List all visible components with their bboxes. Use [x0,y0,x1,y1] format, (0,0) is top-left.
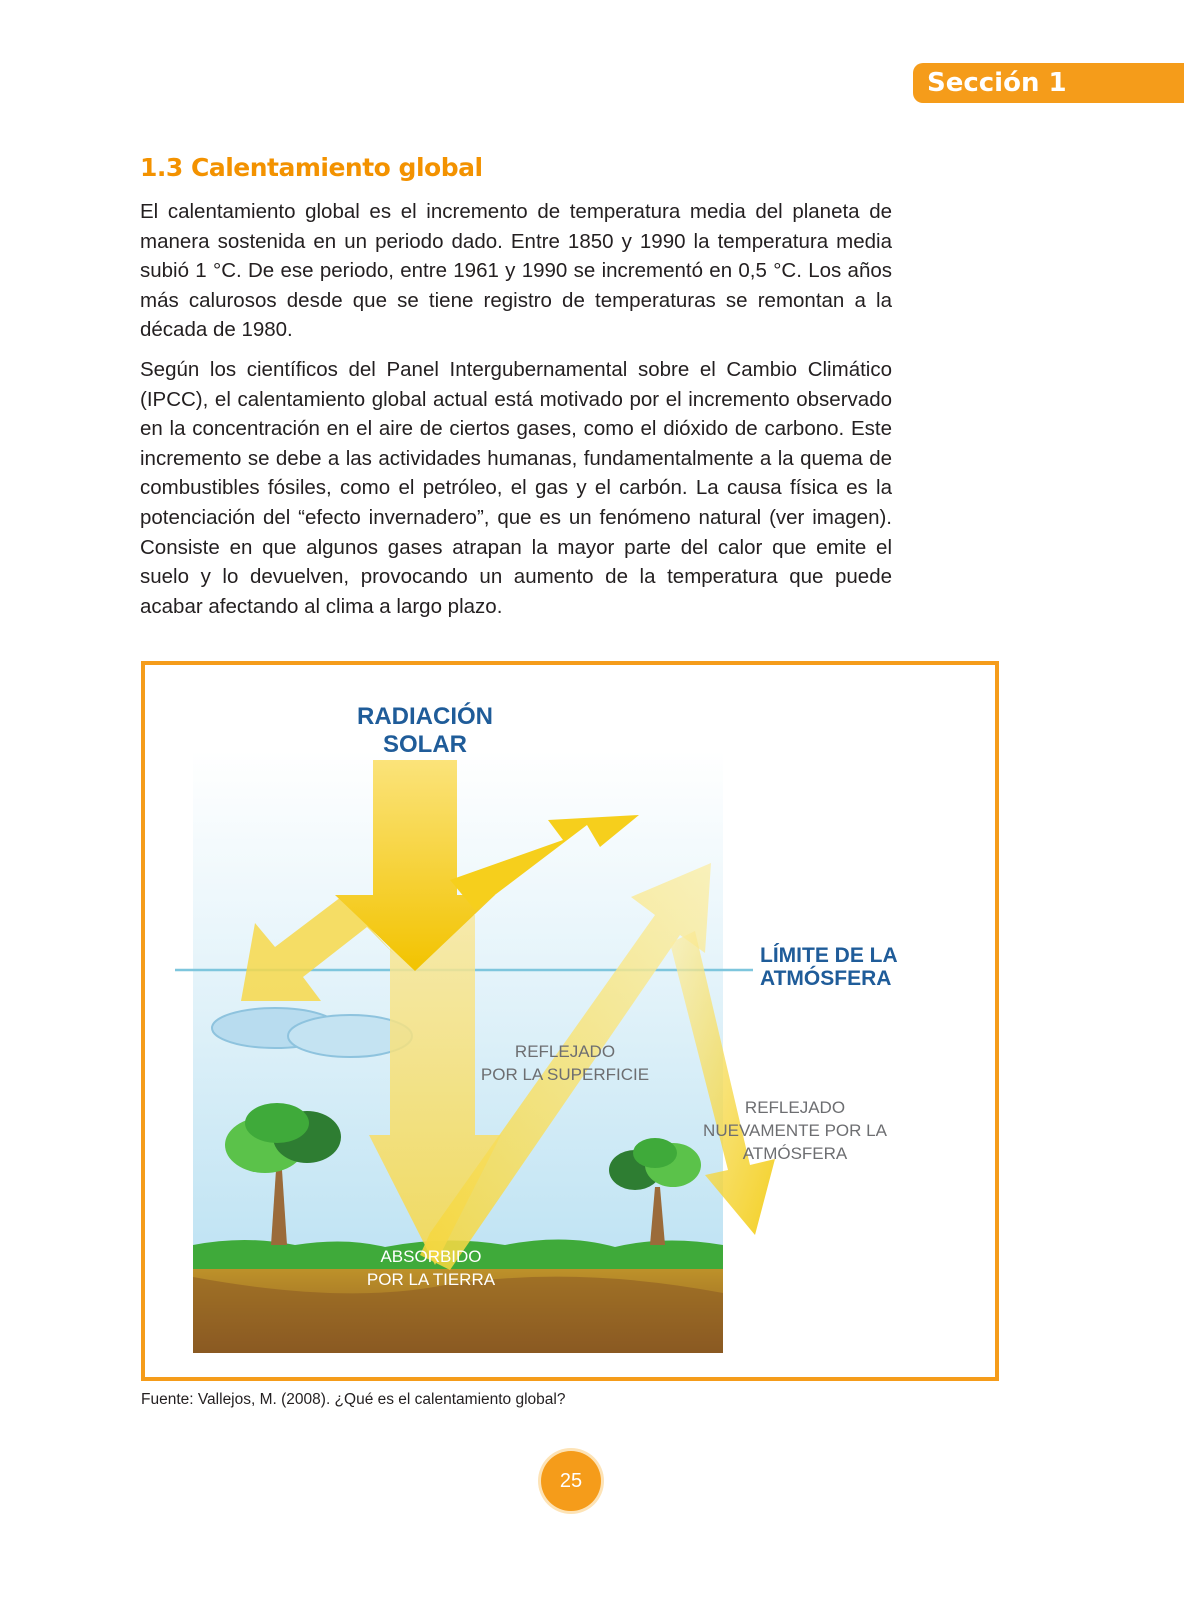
greenhouse-illustration [145,665,995,1377]
label-solar-1: RADIACIÓN [357,703,493,730]
section-heading: 1.3 Calentamiento global [140,153,483,182]
figure-caption: Fuente: Vallejos, M. (2008). ¿Qué es el calentamiento global? [141,1391,566,1408]
section-label: Sección 1 [927,68,1067,98]
label-absorbed-2: POR LA TIERRA [366,1270,496,1289]
greenhouse-figure [141,661,999,1381]
label-absorbed-1: ABSORBIDO [380,1247,482,1266]
label-solar-2: SOLAR [383,731,467,758]
page-number: 25 [559,1469,583,1492]
label-atmos-2: NUEVAMENTE POR LA [703,1121,887,1140]
label-limit-1: LÍMITE DE LA [760,944,898,967]
label-limit-2: ATMÓSFERA [760,967,892,990]
label-atmos-1: REFLEJADO [744,1098,846,1117]
label-surface-1: REFLEJADO [514,1042,616,1061]
page-number-badge [541,1451,601,1511]
label-surface-2: POR LA SUPERFICIE [480,1065,650,1084]
label-atmos-3: ATMÓSFERA [742,1144,848,1163]
paragraph-intro: El calentamiento global es el incremento de temperatura media del planeta de manera sostenida en un periodo dado. Entre 1850 y 1990 la temperatura media subió 1 °C. De ese periodo, entre 1961 y 1990 se incrementó en 0,5 °C. Los años más calurosos desde que se tiene registro de temperaturas se remontan a la década de 1980. [140,200,892,342]
section-tab [913,63,1184,103]
paragraph-ipcc: Según los científicos del Panel Intergubernamental sobre el Cambio Climático (IPCC), el calentamiento global actual está motivado por el incremento observado en la concentración en el aire de ciertos gases, como el dióxido de carbono. Este incremento se debe a las actividades humanas, fundamentalmente a la quema de combustibles fósiles, como el petróleo, el gas y el carbón. La causa física es la potenciación del “efecto invernadero”, que es un fenómeno natural (ver imagen). Consiste en que algunos gases atrapan la mayor parte del calor que emite el suelo y lo devuelven, provocando un aumento de la temperatura que puede acabar afectando al clima a largo plazo. [140,358,892,618]
